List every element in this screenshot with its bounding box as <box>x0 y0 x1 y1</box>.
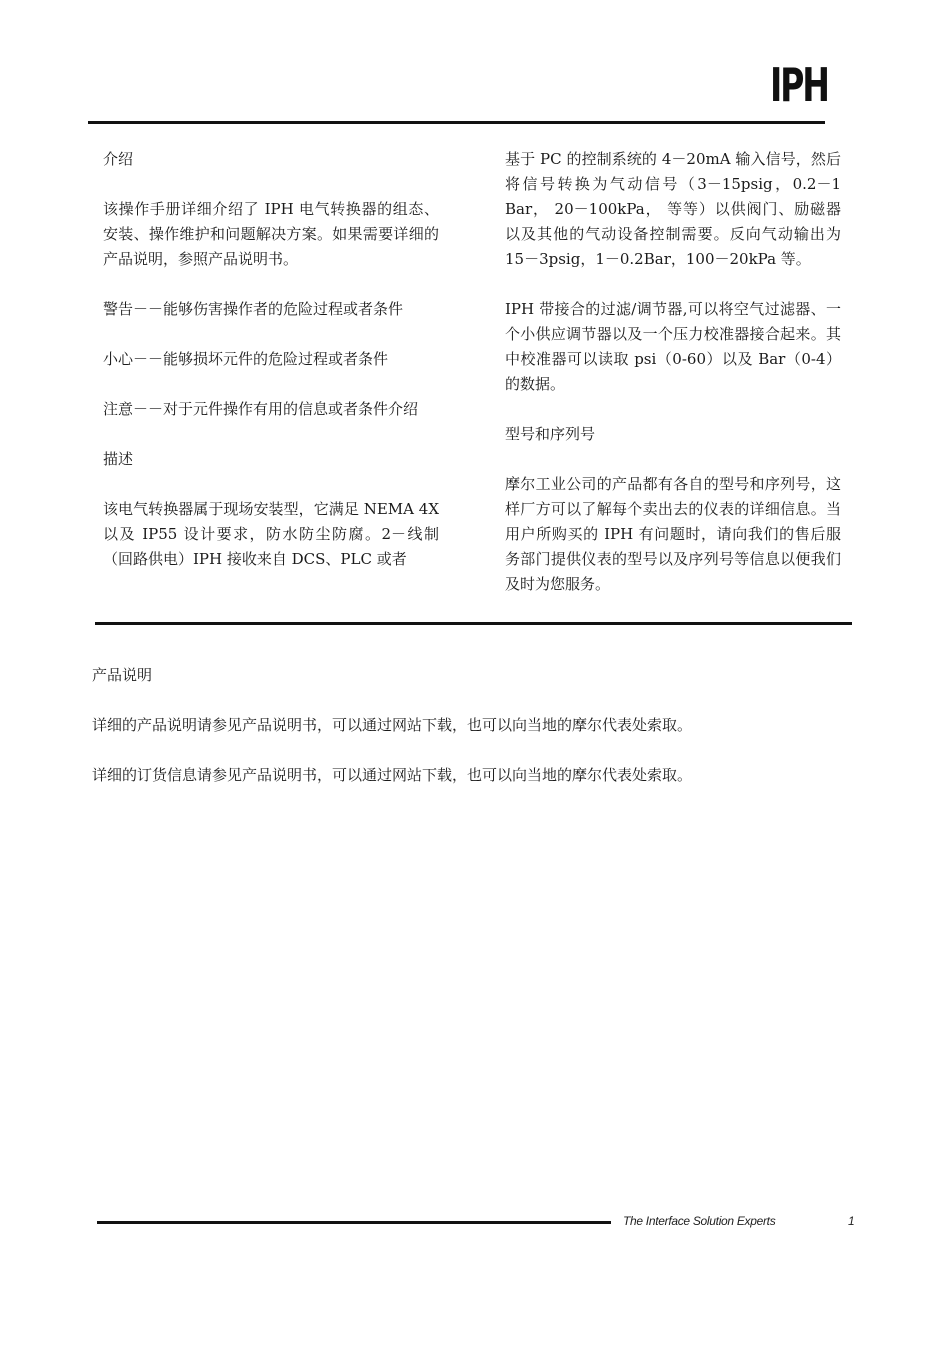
description-heading: 描述 <box>103 450 134 468</box>
ordering-info-line: 详细的订货信息请参见产品说明书，可以通过网站下载，也可以向当地的摩尔代表处索取。 <box>92 766 693 784</box>
intro-heading: 介绍 <box>103 150 134 168</box>
product-description-line: 详细的产品说明请参见产品说明书，可以通过网站下载，也可以向当地的摩尔代表处索取。 <box>92 716 693 734</box>
product-heading: 产品说明 <box>92 666 153 684</box>
right-column <box>505 147 841 622</box>
footer-divider <box>97 1221 611 1224</box>
caution-text: 小心－－能够损坏元件的危险过程或者条件 <box>103 350 389 368</box>
warning-text: 警告－－能够伤害操作者的危险过程或者条件 <box>103 300 404 318</box>
note-text: 注意－－对于元件操作有用的信息或者条件介绍 <box>103 400 419 418</box>
description-continued: 基于 PC 的控制系统的 4－20mA 输入信号，然后将信号转换为气动信号（3－15psig，0.2－1 Bar， 20－100kPa， 等等）以供阀门、励磁器以及其他的气动设备控制需要。反向气动输出为 15－3psig，1－0.2Bar，100－20kPa 等。 <box>505 150 841 268</box>
page-number: 1 <box>848 1214 855 1228</box>
footer-tagline: The Interface Solution Experts <box>623 1214 776 1228</box>
brand-logo: IPH <box>770 58 828 112</box>
filter-regulator-text: IPH 带接合的过滤/调节器,可以将空气过滤器、一个小供应调节器以及一个压力校准器接合起来。其中校准器可以读取 psi（0-60）以及 Bar（0-4）的数据。 <box>505 300 841 393</box>
intro-text: 该操作手册详细介绍了 IPH 电气转换器的组态、安装、操作维护和问题解决方案。如果需要详细的产品说明，参照产品说明书。 <box>103 200 439 268</box>
section-divider <box>95 622 852 625</box>
header-divider <box>88 121 825 124</box>
model-serial-text: 摩尔工业公司的产品都有各自的型号和序列号，这样厂方可以了解每个卖出去的仪表的详细信息。当用户所购买的 IPH 有问题时，请向我们的售后服务部门提供仪表的型号以及序列号等信息以便我们及时为您服务。 <box>505 475 841 593</box>
model-serial-heading: 型号和序列号 <box>505 425 596 443</box>
description-text: 该电气转换器属于现场安装型，它满足 NEMA 4X 以及 IP55 设计要求，防水防尘防腐。2－线制（回路供电）IPH 接收来自 DCS、PLC 或者 <box>103 500 439 568</box>
left-column <box>103 147 439 597</box>
